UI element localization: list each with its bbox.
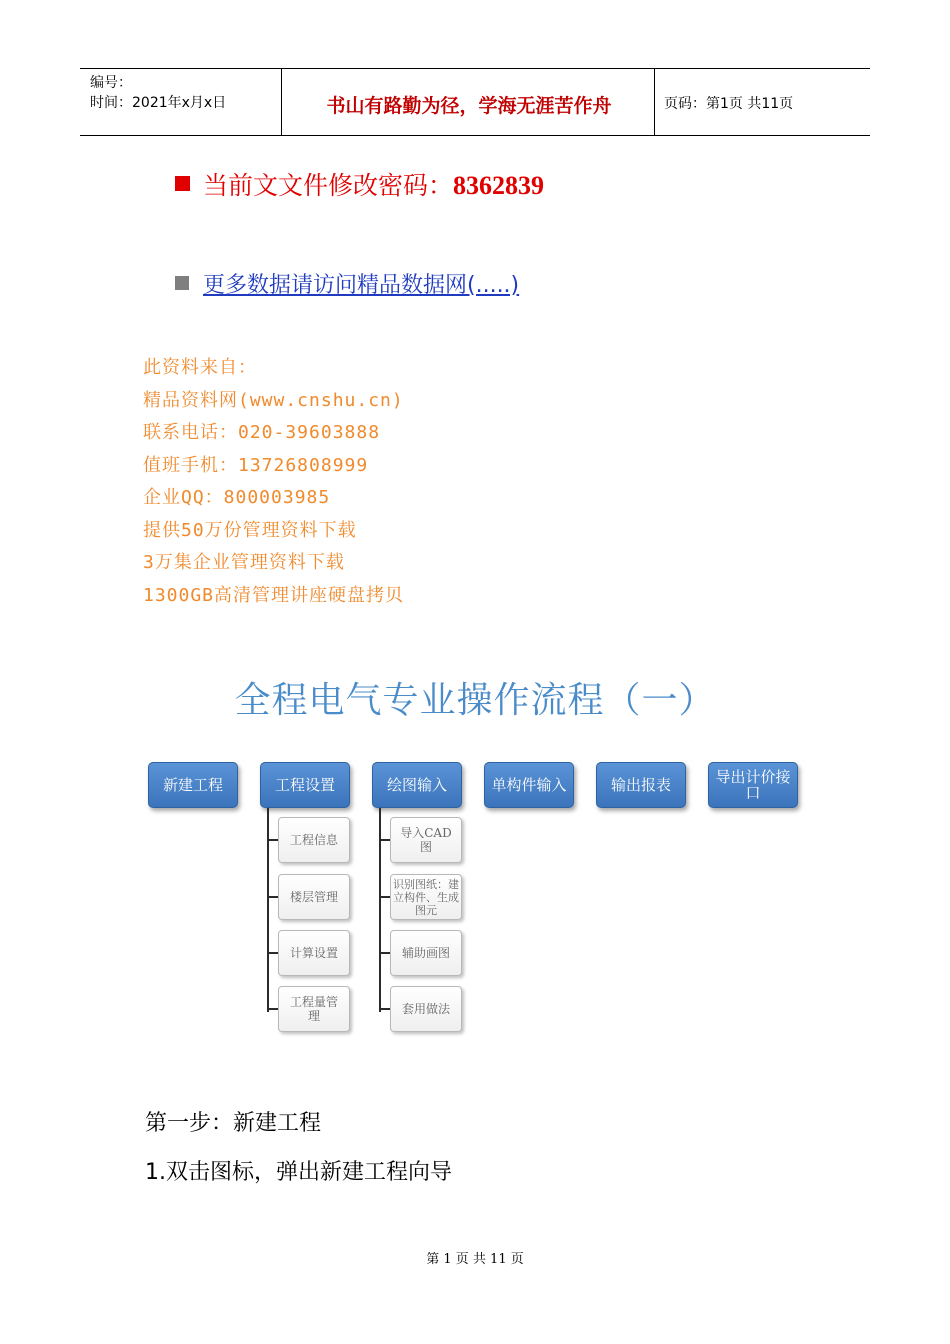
source-line: 企业QQ：800003985: [143, 487, 331, 508]
connector-line: [267, 1008, 278, 1010]
red-square-bullet-icon: [175, 176, 190, 191]
source-line: 1300GB高清管理讲座硬盘拷贝: [143, 584, 405, 606]
flow-box-drawing-input: 绘图输入: [372, 762, 462, 808]
flow-sub-import-cad: 导入CAD图: [390, 817, 462, 863]
source-line: 提供50万份管理资料下载: [143, 519, 357, 541]
header-meta: [90, 73, 226, 113]
gray-square-bullet-icon: [175, 276, 189, 290]
password-value: 8362839: [453, 171, 545, 200]
page-footer: 第 1 页 共 11 页: [426, 1252, 524, 1267]
flow-box-output-report: 输出报表: [596, 762, 686, 808]
flow-sub-quantity-management: 工程量管理: [278, 986, 350, 1032]
connector-line: [379, 1008, 390, 1010]
flow-sub-recognize-drawing: 识别图纸：建立构件、生成图元: [390, 874, 462, 920]
flow-box-project-settings: 工程设置: [260, 762, 350, 808]
page-title: 全程电气专业操作流程（一）: [234, 680, 716, 721]
more-data-link[interactable]: 更多数据请访问精品数据网(.....): [203, 273, 520, 298]
header-divider: [654, 69, 655, 135]
flow-box-single-component: 单构件输入: [484, 762, 574, 808]
source-info: [143, 352, 404, 612]
connector-line: [267, 808, 269, 1012]
flow-sub-auxiliary-drawing: 辅助画图: [390, 930, 462, 976]
flow-sub-floor-management: 楼层管理: [278, 874, 350, 920]
connector-line: [267, 896, 278, 898]
step-heading: 第一步：新建工程: [145, 1111, 322, 1136]
connector-line: [379, 808, 381, 1012]
source-line: 精品资料网(www.cnshu.cn): [143, 389, 404, 411]
password-notice: [203, 166, 544, 202]
flow-sub-calc-settings: 计算设置: [278, 930, 350, 976]
source-line: 3万集企业管理资料下载: [143, 552, 345, 573]
time-label: 时间：2021年x月x日: [90, 95, 227, 111]
flow-sub-project-info: 工程信息: [278, 817, 350, 863]
source-line: 值班手机：13726808999: [143, 454, 369, 476]
step-item: 1.双击图标，弹出新建工程向导: [145, 1160, 452, 1185]
connector-line: [379, 952, 390, 954]
flow-box-export-pricing: 导出计价接口: [708, 762, 798, 808]
connector-line: [267, 839, 278, 841]
number-label: 编号：: [90, 75, 132, 91]
page-header: [80, 68, 870, 136]
header-motto: 书山有路勤为径，学海无涯苦作舟: [326, 95, 612, 117]
connector-line: [267, 952, 278, 954]
connector-line: [379, 896, 390, 898]
connector-line: [379, 839, 390, 841]
header-page-info: 页码：第1页 共11页: [664, 96, 794, 112]
password-label: 当前文文件修改密码：: [203, 171, 454, 200]
flow-sub-apply-method: 套用做法: [390, 986, 462, 1032]
source-line: 此资料来自：: [143, 357, 257, 378]
flow-box-new-project: 新建工程: [148, 762, 238, 808]
source-line: 联系电话：020-39603888: [143, 422, 381, 443]
